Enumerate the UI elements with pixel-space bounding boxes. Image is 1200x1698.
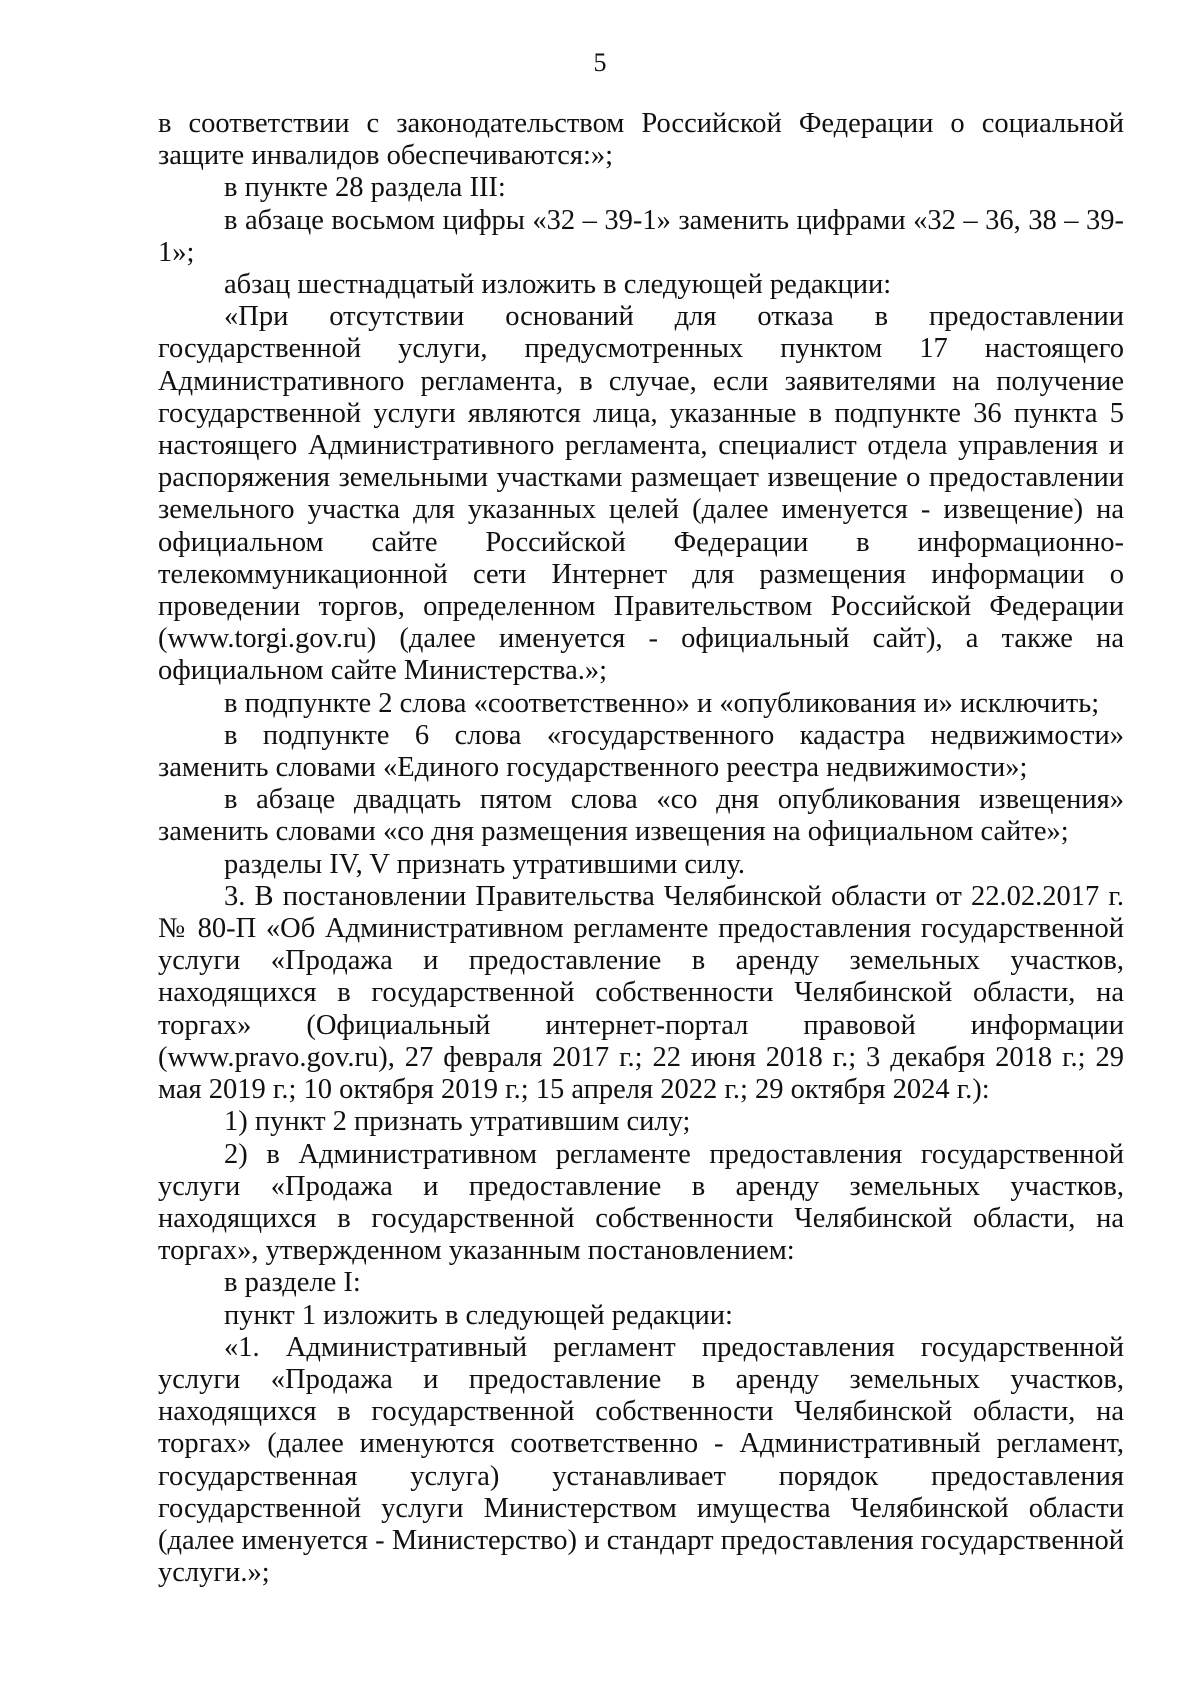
paragraph: в подпункте 2 слова «соответственно» и «опубликования и» исключить;: [224, 687, 1100, 719]
page-number: 5: [593, 48, 607, 77]
paragraph: абзац шестнадцатый изложить в следующей редакции:: [224, 269, 892, 301]
paragraph: «При отсутствии оснований для отказа в предоставлении государственной услуги, предусмотренных пунктом 17 настоящего Административного регламента, в случае, если заявителями на получение государственной услуги являются лица, указанные в подпункте 36 пункта 5 настоящего Административного регламента, специалист отдела управления и распоряжения земельными участками размещает извещение о предоставлении земельного участка для указанных целей (далее именуется - извещение) на официальном сайте Российской Федерации в информационно-телекоммуникационной сети Интернет для размещения информации о проведении торгов, определенном Правительством Российской Федерации (www.torgi.gov.ru) (далее именуется - официальный сайт), а также на официальном сайте Министерства.»;: [158, 301, 1124, 687]
paragraph: 1) пункт 2 признать утратившим силу;: [224, 1106, 691, 1138]
document-body: [158, 108, 1124, 1589]
paragraph: разделы IV, V признать утратившими силу.: [224, 848, 746, 880]
paragraph: в пункте 28 раздела III:: [224, 172, 506, 204]
paragraph: 2) в Административном регламенте предоставления государственной услуги «Продажа и предоставление в аренду земельных участков, находящихся в государственной собственности Челябинской области, на торгах», утвержденном указанным постановлением:: [158, 1138, 1124, 1267]
paragraph: «1. Административный регламент предоставления государственной услуги «Продажа и предоставление в аренду земельных участков, находящихся в государственной собственности Челябинской области, на торгах» (далее именуются соответственно - Административный регламент, государственная услуга) устанавливает порядок предоставления государственной услуги Министерством имущества Челябинской области (далее именуется - Министерство) и стандарт предоставления государственной услуги.»;: [158, 1331, 1124, 1589]
paragraph: в подпункте 6 слова «государственного кадастра недвижимости» заменить словами «Единого государственного реестра недвижимости»;: [158, 719, 1124, 784]
paragraph: в абзаце двадцать пятом слова «со дня опубликования извещения» заменить словами «со дня размещения извещения на официальном сайте»;: [158, 784, 1124, 848]
paragraph: 3. В постановлении Правительства Челябинской области от 22.02.2017 г. № 80-П «Об Административном регламенте предоставления государственной услуги «Продажа и предоставление в аренду земельных участков, находящихся в государственной собственности Челябинской области, на торгах» (Официальный интернет-портал правовой информации (www.pravo.gov.ru), 27 февраля 2017 г.; 22 июня 2018 г.; 3 декабря 2018 г.; 29 мая 2019 г.; 10 октября 2019 г.; 15 апреля 2022 г.; 29 октября 2024 г.):: [158, 880, 1124, 1106]
paragraph: в разделе I:: [224, 1267, 361, 1299]
paragraph: пункт 1 изложить в следующей редакции:: [224, 1299, 733, 1331]
paragraph: в соответствии с законодательством Российской Федерации о социальной защите инвалидов обеспечиваются:»;: [158, 108, 1124, 172]
paragraph: в абзаце восьмом цифры «32 – 39-1» заменить цифрами «32 – 36, 38 – 39-1»;: [158, 204, 1124, 268]
